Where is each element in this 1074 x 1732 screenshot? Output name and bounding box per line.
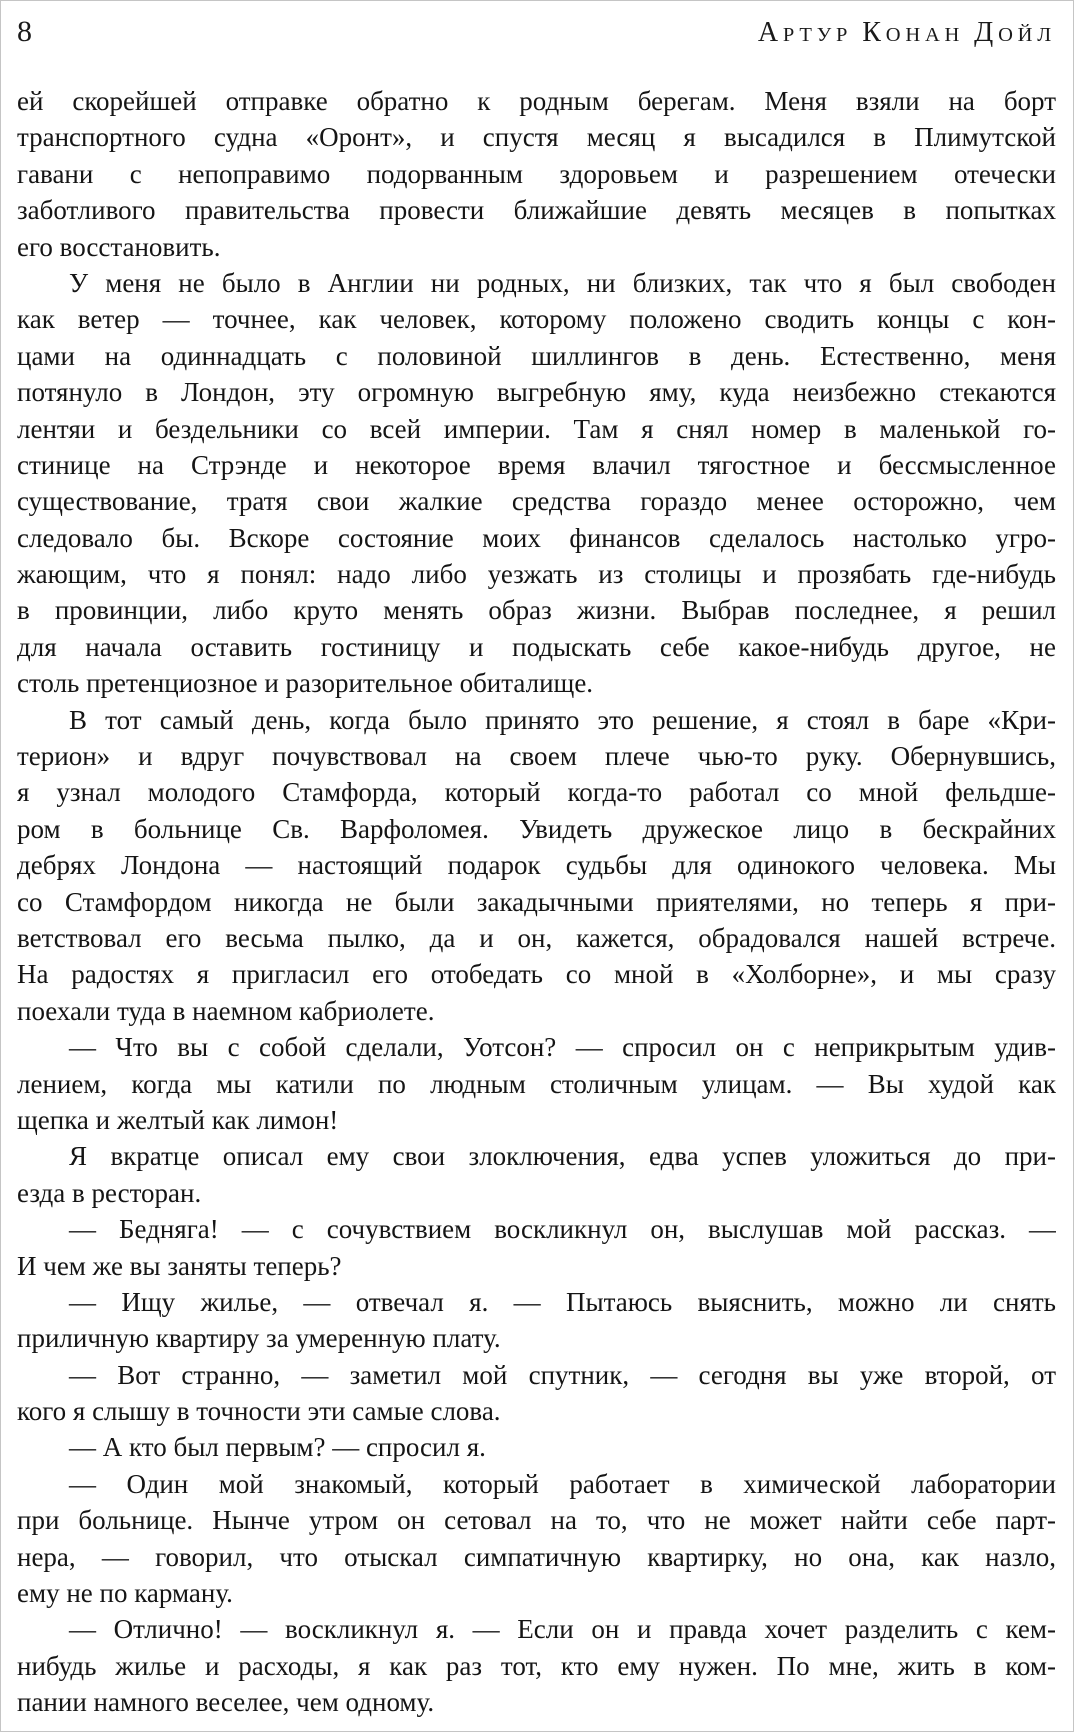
text-line: как ветер — точнее, как человек, которому положено сводить концы с кон- <box>17 304 1056 335</box>
page-header <box>17 15 1056 49</box>
text-line: в провинции, либо круто менять образ жизни. Выбрав последнее, я решил <box>17 595 1056 626</box>
text-line: существование, тратя свои жалкие средства гораздо менее осторожно, чем <box>17 486 1056 517</box>
paragraph <box>17 1357 1056 1430</box>
text-line: Я вкратце описал ему свои злоключения, едва успев уложиться до при- <box>69 1141 1056 1172</box>
paragraph <box>17 1211 1056 1284</box>
text-line: столь претенциозное и разорительное обиталище. <box>17 668 594 699</box>
text-line: гавани с непоправимо подорванным здоровьем и разрешением отечески <box>17 158 1056 189</box>
paragraph <box>17 1429 1056 1465</box>
text-line: У меня не было в Англии ни родных, ни близких, так что я был свободен <box>69 267 1056 298</box>
paragraph <box>17 83 1056 265</box>
text-line: езда в ресторан. <box>17 1177 202 1208</box>
text-line: — Что вы с собой сделали, Уотсон? — спросил он с неприкрытым удив- <box>69 1032 1056 1063</box>
text-line: кого я слышу в точности эти самые слова. <box>17 1396 501 1427</box>
paragraph <box>17 1029 1056 1138</box>
paragraph <box>17 1284 1056 1357</box>
text-line: поехали туда в наемном кабриолете. <box>17 995 435 1026</box>
paragraph <box>17 702 1056 1030</box>
text-line: ей скорейшей отправке обратно к родным берегам. Меня взяли на борт <box>17 86 1056 116</box>
text-line: терион» и вдруг почувствовал на своем плече чью-то руку. Обернувшись, <box>17 741 1056 772</box>
text-line: ром в больнице Св. Варфоломея. Увидеть дружеское лицо в бескрайних <box>17 813 1056 844</box>
text-line: стинице на Стрэнде и некоторое время влачил тягостное и бессмысленное <box>17 449 1056 480</box>
text-line: — Один мой знакомый, который работает в химической лаборатории <box>69 1468 1056 1499</box>
text-line: пании намного веселее, чем одному. <box>17 1687 435 1718</box>
text-line: — Вот странно, — заметил мой спутник, — сегодня вы уже второй, от <box>69 1359 1056 1390</box>
text-line: На радостях я пригласил его отобедать со мной в «Холборне», и мы сразу <box>17 959 1056 990</box>
text-line: щепка и желтый как лимон! <box>17 1104 339 1135</box>
paragraph <box>17 1611 1056 1720</box>
text-line: заботливого правительства провести ближайшие девять месяцев в попытках <box>17 195 1056 226</box>
running-title: АРТУР КОНАН ДОЙЛ <box>757 17 1056 48</box>
text-line: для начала оставить гостиницу и подыскать себе какое-нибудь другое, не <box>17 631 1056 662</box>
paragraph <box>17 265 1056 702</box>
text-line: со Стамфордом никогда не были закадычными приятелями, но теперь я при- <box>17 886 1056 917</box>
text-line: — Бедняга! — с сочувствием воскликнул он, выслушав мой рассказ. — <box>69 1214 1056 1245</box>
paragraph <box>17 1466 1056 1612</box>
text-line: ветствовал его весьма пылко, да и он, кажется, обрадовался нашей встрече. <box>17 922 1056 953</box>
text-line: дебрях Лондона — настоящий подарок судьбы для одинокого человека. Мы <box>17 850 1056 881</box>
text-line: — Ищу жилье, — отвечал я. — Пытаюсь выяснить, можно ли снять <box>69 1286 1056 1317</box>
text-line: нибудь жилье и расходы, я как раз тот, кто ему нужен. По мне, жить в ком- <box>17 1650 1056 1681</box>
page-number: 8 <box>17 15 32 48</box>
text-line: следовало бы. Вскоре состояние моих финансов сделалось настолько угро- <box>17 522 1056 553</box>
text-line: транспортного судна «Оронт», и спустя месяц я высадился в Плимутской <box>17 122 1056 153</box>
text-line: я узнал молодого Стамфорда, который когда-то работал со мной фельдше- <box>17 777 1056 808</box>
text-line: цами на одиннадцать с половиной шиллингов в день. Естественно, меня <box>17 340 1056 371</box>
text-line: — А кто был первым? — спросил я. <box>69 1432 486 1463</box>
text-line: лением, когда мы катили по людным столичным улицам. — Вы худой как <box>17 1068 1056 1099</box>
text-line: В тот самый день, когда было принято это решение, я стоял в баре «Кри- <box>69 704 1056 735</box>
text-line: жающим, что я понял: надо либо уезжать из столицы и прозябать где-нибудь <box>17 559 1056 590</box>
text-line: ему не по карману. <box>17 1578 233 1609</box>
paragraph <box>17 1138 1056 1211</box>
text-line: приличную квартиру за умеренную плату. <box>17 1323 501 1354</box>
text-line: при больнице. Нынче утром он сетовал на то, что не может найти себе парт- <box>17 1505 1056 1536</box>
text-line: потянуло в Лондон, эту огромную выгребную яму, куда неизбежно стекаются <box>17 377 1056 408</box>
text-line: лентяи и бездельники со всей империи. Там я снял номер в маленькой го- <box>17 413 1056 444</box>
text-line: — Отлично! — воскликнул я. — Если он и правда хочет разделить с кем- <box>69 1614 1056 1645</box>
text-line: И чем же вы заняты теперь? <box>17 1250 342 1281</box>
text-line: его восстановить. <box>17 231 221 262</box>
text-line: нера, — говорил, что отыскал симпатичную квартирку, но она, как назло, <box>17 1541 1056 1572</box>
text-body <box>17 83 1056 1721</box>
